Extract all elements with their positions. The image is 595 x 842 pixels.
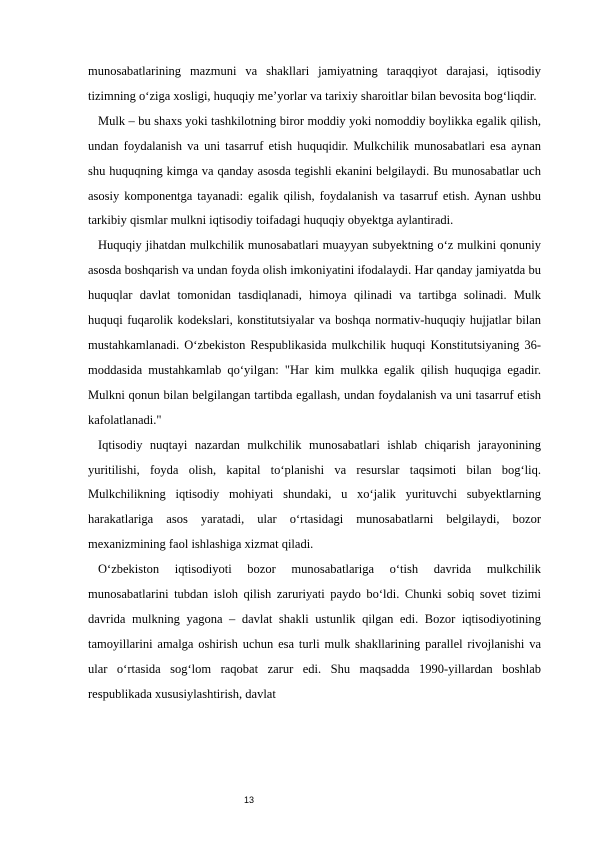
paragraph-legal-aspect: Huquqiy jihatdan mulkchilik munosabatlari muayyan subyektning o‘z mulkini qonuniy asosda boshqarish va undan foyda olish imkoniyatini ifodalaydi. Har qanday jamiyatda bu huquqlar davlat tomonidan tasdiqlanadi, himoya qilinadi va tartibga solinadi. Mulk huquqi fuqarolik kodekslari, konstitutsiyalar va boshqa normativ-huquqiy hujjatlar bilan mustahkamlanadi. O‘zbekiston Respublikasida mulkchilik huquqi Konstitutsiyaning 36-moddasida mustahkamlab qo‘yilgan: "Har kim mulkka egalik qilish huquqiga egadir. Mulkni qonun bilan belgilangan tartibda egallash, undan foydalanish va uni tasarruf etish kafolatlanadi." — [88, 238, 541, 427]
page-number: 13 — [244, 795, 255, 805]
paragraph-economic-aspect: Iqtisodiy nuqtayi nazardan mulkchilik munosabatlari ishlab chiqarish jarayonining yuritilishi, foyda olish, kapital to‘planishi va resurslar taqsimoti bilan bog‘liq. Mulkchilikning iqtisodiy mohiyati shundaki, u xo‘jalik yurituvchi subyektlarning harakatlariga asos yaratadi, ular o‘rtasidagi munosabatlarni belgilaydi, bozor mexanizmining faol ishlashiga xizmat qiladi. — [88, 437, 541, 552]
document-page — [88, 59, 541, 707]
paragraph-uzbekistan-reform: O‘zbekiston iqtisodiyoti bozor munosabatlariga o‘tish davrida mulkchilik munosabatlarini tubdan isloh qilish zaruriyati paydo bo‘ldi. Chunki sobiq sovet tizimi davrida mulkning yagona – davlat shakli ustunlik qilgan edi. Bozor iqtisodiyotining tamoyillarini amalga oshirish uchun esa turli mulk shakllarining parallel rivojlanishi va ular o‘rtasida sog‘lom raqobat zarur edi. Shu maqsadda 1990-yillardan boshlab respublikada xususiylashtirish, davlat — [88, 562, 541, 701]
paragraph-property-definition: Mulk – bu shaxs yoki tashkilotning biror moddiy yoki nomoddiy boylikka egalik qilish, undan foydalanish va uni tasarruf etish huquqidir. Mulkchilik munosabatlari esa aynan shu huquqning kimga va qanday asosda tegishli ekanini belgilaydi. Bu munosabatlar uch asosiy komponentga tayanadi: egalik qilish, foydalanish va tasarruf etish. Aynan ushbu tarkibiy qismlar mulkni iqtisodiy toifadagi huquqiy obyektga aylantiradi. — [88, 113, 541, 228]
paragraph-continuation: munosabatlarining mazmuni va shakllari jamiyatning taraqqiyot darajasi, iqtisodiy tizimning o‘ziga xosligi, huquqiy me’yorlar va tarixiy sharoitlar bilan bevosita bog‘liqdir. — [88, 64, 541, 103]
